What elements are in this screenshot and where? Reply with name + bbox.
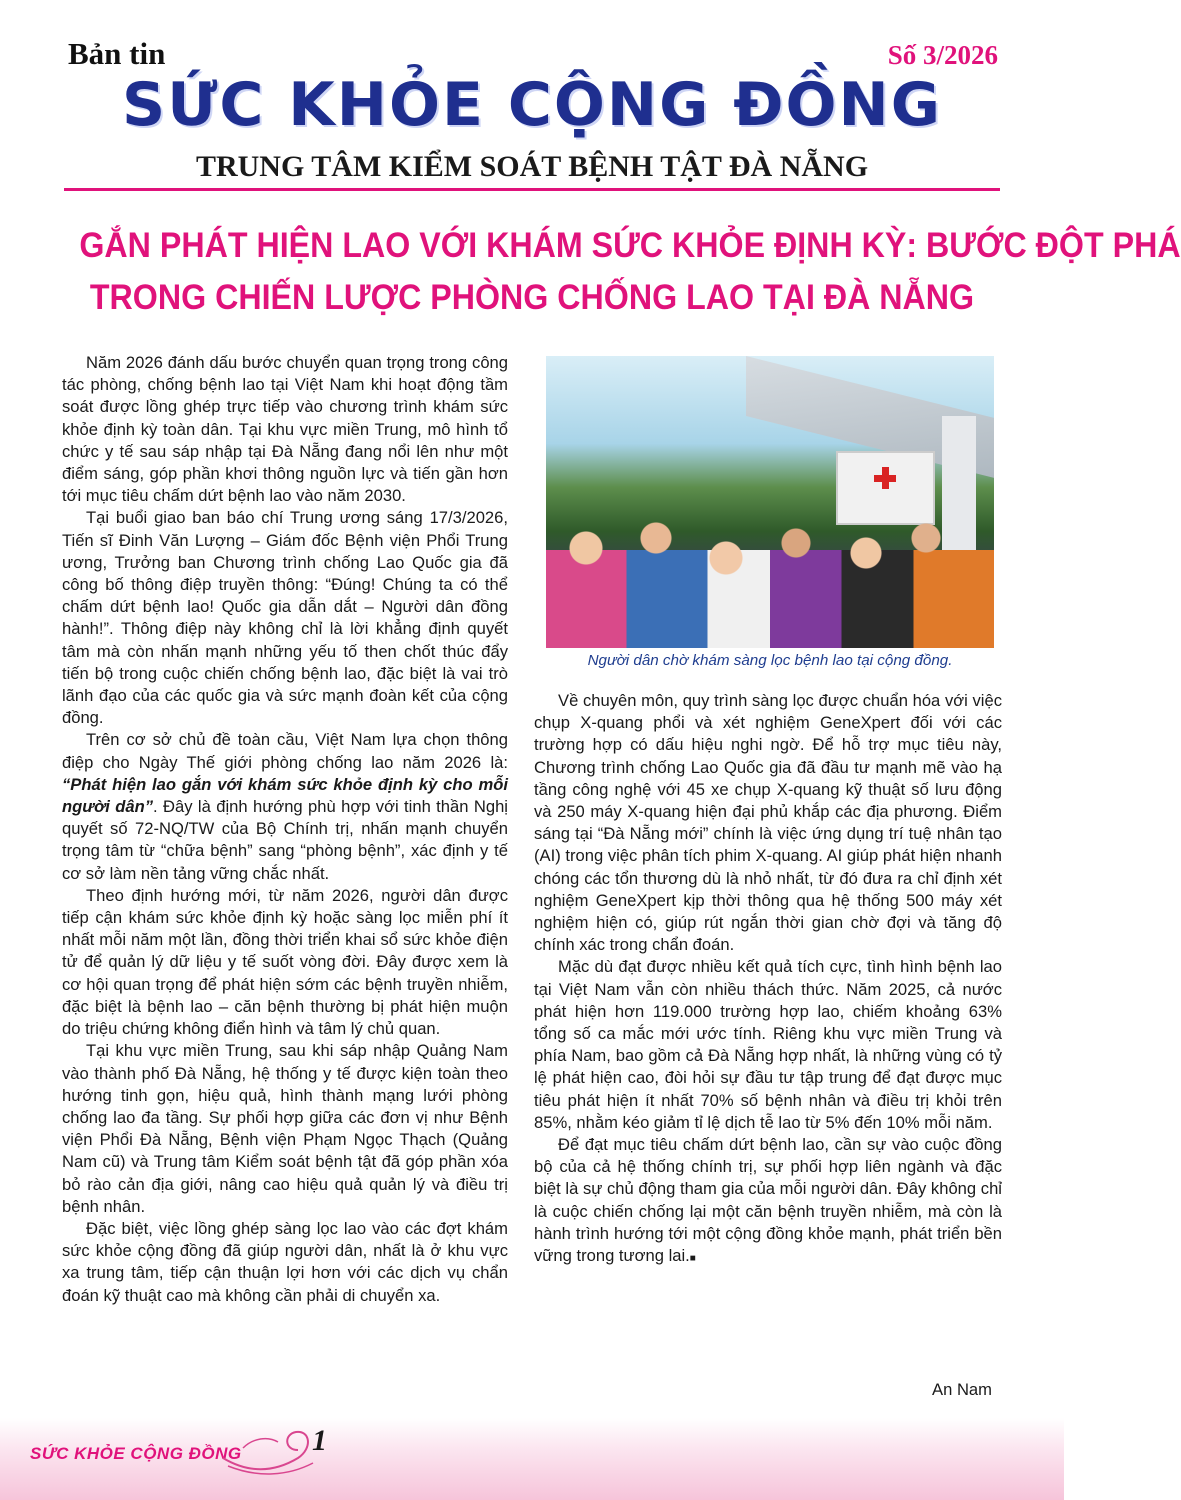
headline-line-1: GẮN PHÁT HIỆN LAO VỚI KHÁM SỨC KHỎE ĐỊNH KỲ: BƯỚC ĐỘT PHÁ (79, 226, 1181, 265)
paragraph: Mặc dù đạt được nhiều kết quả tích cực, tình hình bệnh lao tại Việt Nam vẫn còn nhiều thách thức. Năm 2025, cả nước phát hiện hơn 119.000 trường hợp lao, chiếm khoảng 63% tổng số ca mắc mới ước tính. Riêng khu vực miền Trung và phía Nam, bao gồm cả Đà Nẵng hợp nhất, là những vùng có tỷ lệ phát hiện cao, đòi hỏi sự đầu tư tập trung để đạt được mục tiêu phát hiện ít nhất 70% số bệnh nhân và điều trị khỏi trên 85%, nhằm kéo giảm tỉ lệ dịch tễ lao từ 5% đến 10% mỗi năm. (534, 957, 1002, 1132)
article-left-column (62, 352, 508, 1307)
headline-line-2: TRONG CHIẾN LƯỢC PHÒNG CHỐNG LAO TẠI ĐÀ NẴNG (89, 278, 975, 317)
paragraph (534, 1134, 1002, 1270)
footer-title: SỨC KHỎE CỘNG ĐỒNG (30, 1444, 242, 1463)
page-number: 1 (312, 1424, 327, 1457)
paragraph: Theo định hướng mới, từ năm 2026, người dân được tiếp cận khám sức khỏe định kỳ hoặc sàng lọc miễn phí ít nhất mỗi năm một lần, đồng thời triển khai sổ sức khỏe điện tử để quản lý dữ liệu y tế suốt vòng đời. Đây được xem là cơ hội quan trọng để phát hiện sớm các bệnh truyền nhiễm, đặc biệt là bệnh lao – căn bệnh thường bị phát hiện muộn do triệu chứng không điển hình và tâm lý chủ quan. (62, 885, 508, 1039)
article-headline (79, 220, 1181, 324)
paragraph-text: Trên cơ sở chủ đề toàn cầu, Việt Nam lựa chọn thông điệp cho Ngày Thế giới phòng chống lao năm 2026 là: (62, 730, 508, 772)
paragraph-text: . Đây là định hướng phù hợp với tinh thần Nghị quyết số 72-NQ/TW của Bộ Chính trị, nhấn mạnh chuyển trọng tâm từ “chữa bệnh” sang “phòng bệnh”, xác định y tế cơ sở làm nền tảng vững chắc nhất. (62, 797, 508, 883)
issue-number: Số 3/2026 (887, 40, 998, 70)
newsletter-kicker: Bản tin (68, 36, 166, 71)
swirl-ornament-icon (218, 1418, 348, 1478)
community-screening-photo (546, 356, 994, 648)
masthead-divider (64, 188, 1000, 191)
organization-name: TRUNG TÂM KIỂM SOÁT BỆNH TẬT ĐÀ NẴNG (195, 150, 869, 183)
paragraph: Năm 2026 đánh dấu bước chuyển quan trọng trong công tác phòng, chống bệnh lao tại Việt Nam khi hoạt động tầm soát được lồng ghép trực tiếp vào chương trình khám sức khỏe định kỳ toàn dân. Tại khu vực miền Trung, mô hình tổ chức y tế sau sáp nhập tại Đà Nẵng đang nổi lên như một điểm sáng, góp phần khơi thông nguồn lực và tiến gần hơn tới mục tiêu chấm dứt bệnh lao vào năm 2030. (62, 353, 508, 506)
paragraph: Tại buổi giao ban báo chí Trung ương sáng 17/3/2026, Tiến sĩ Đinh Văn Lượng – Giám đốc Bệnh viện Phổi Trung ương, Trưởng ban Chương trình chống Lao Quốc gia đã công bố thông điệp truyền thông: “Đúng! Chúng ta có thể chấm dứt bệnh lao! Quốc gia dẫn dắt – Người dân đồng hành!”. Thông điệp này không chỉ là lời khẳng định quyết tâm mà còn nhấn mạnh những yếu tố then chốt thúc đẩy tiến bộ trong cuộc chiến chống bệnh lao, đặc biệt là vai trò lãnh đạo của các quốc gia và sức mạnh đoàn kết của cộng đồng. (62, 508, 508, 728)
paragraph-text: Để đạt mục tiêu chấm dứt bệnh lao, cần sự vào cuộc đồng bộ của cả hệ thống chính trị, sự phối hợp liên ngành và đặc biệt là sự chủ động tham gia của mỗi người dân. Đây không chỉ là cuộc chiến chống lại một căn bệnh truyền nhiễm, mà còn là hành trình hướng tới một cộng đồng khỏe mạnh, phát triển bền vững trong tương lai. (534, 1135, 1002, 1266)
photo-caption: Người dân chờ khám sàng lọc bệnh lao tại cộng đồng. (587, 652, 953, 669)
paragraph: Đặc biệt, việc lồng ghép sàng lọc lao vào các đợt khám sức khỏe cộng đồng đã giúp người dân, nhất là ở khu vực xa trung tâm, tiếp cận thuận lợi hơn với các dịch vụ chẩn đoán kỹ thuật cao mà không cần phải di chuyển xa. (62, 1218, 508, 1305)
paragraph (62, 729, 508, 884)
paragraph: Về chuyên môn, quy trình sàng lọc được chuẩn hóa với việc chụp X-quang phổi và xét nghiệm GeneXpert đối với các trường hợp có dấu hiệu nghi ngờ. Để hỗ trợ mục tiêu này, Chương trình chống Lao Quốc gia đã đầu tư mạnh mẽ vào hạ tầng công nghệ với 45 xe chụp X-quang kỹ thuật số lưu động và 250 máy X-quang hiện đại phủ khắp các địa phương. Điểm sáng tại “Đà Nẵng mới” chính là việc ứng dụng trí tuệ nhân tạo (AI) trong việc phân tích phim X-quang. AI giúp phát hiện nhanh chóng các tổn thương dù là nhỏ nhất, từ đó đưa ra chỉ định xét nghiệm GeneXpert kịp thời thông qua hệ thống 500 máy xét nghiệm hiện có, giúp rút ngắn thời gian chờ đợi và tăng độ chính xác trong chẩn đoán. (534, 691, 1002, 955)
campaign-slogan: “Phát hiện lao gắn với khám sức khỏe định kỳ cho mỗi người dân” (62, 774, 508, 817)
paragraph: Tại khu vực miền Trung, sau khi sáp nhập Quảng Nam vào thành phố Đà Nẵng, hệ thống y tế được kiện toàn theo hướng tinh gọn, hiệu quả, hình thành mạng lưới phòng chống lao đa tầng. Sự phối hợp giữa các đơn vị như Bệnh viện Phổi Đà Nẵng, Bệnh viện Phạm Ngọc Thạch (Quảng Nam cũ) và Trung tâm Kiểm soát bệnh tật đã góp phần xóa bỏ rào cản địa giới, nâng cao hiệu quả quản lý và điều trị bệnh nhân. (62, 1041, 508, 1216)
newsletter-brand: SỨC KHỎE CỘNG ĐỒNG (122, 70, 942, 140)
end-mark: ■ (689, 1253, 696, 1265)
article-right-column (534, 690, 1002, 1270)
author-name: An Nam (932, 1380, 992, 1399)
photo-crowd (546, 508, 994, 648)
